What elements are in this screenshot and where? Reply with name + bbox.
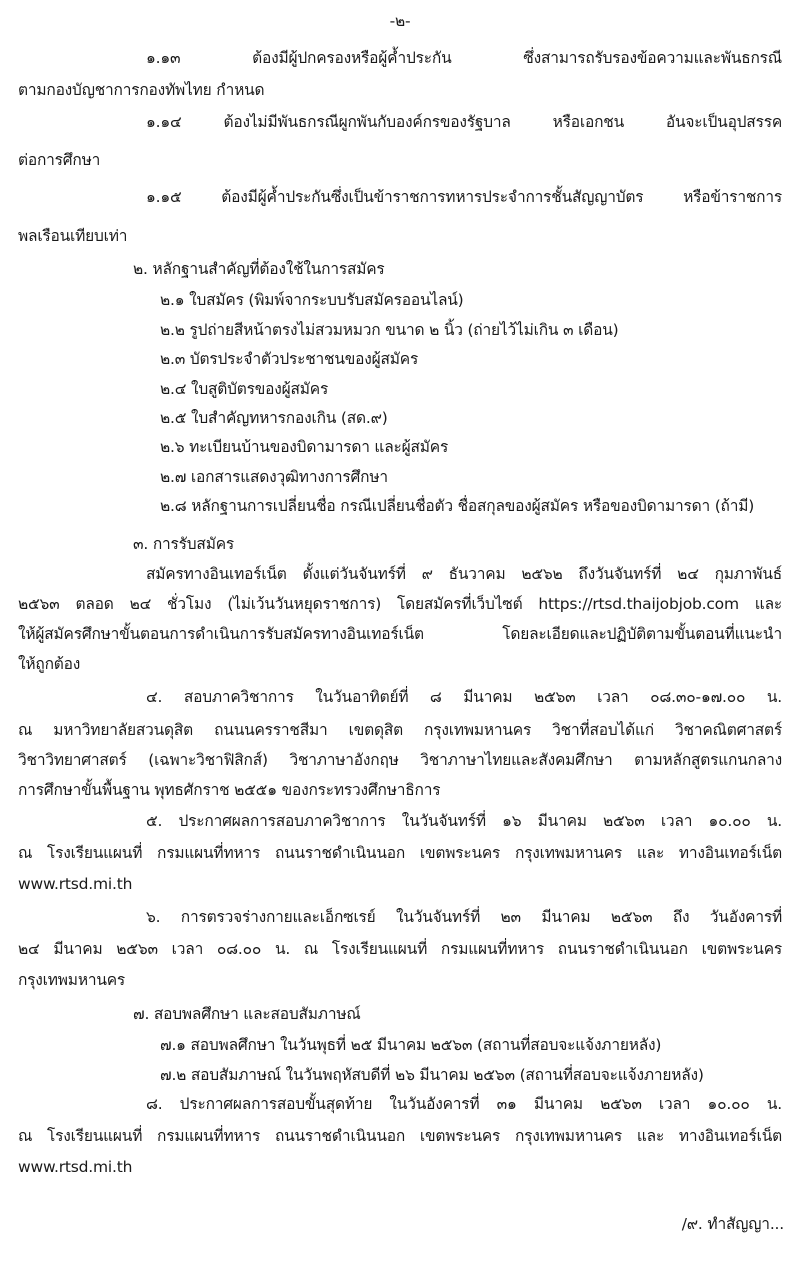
item-1-14-line-1: ๑.๑๔ ต้องไม่มีพันธกรณีผูกพันกับองค์กรของรัฐบาล หรือเอกชน อันจะเป็นอุปสรรค [146,113,782,131]
item-1-13-line-2: ตามกองบัญชาการกองทัพไทย กำหนด [18,81,265,99]
section-2-item-3: ๒.๓ บัตรประจำตัวประชาชนของผู้สมัคร [160,350,419,368]
section-4-line-3: วิชาวิทยาศาสตร์ (เฉพาะวิชาฟิสิกส์) วิชาภาษาอังกฤษ วิชาภาษาไทยและสังคมศึกษา ตามหลักสูตรแกนกลาง [18,751,782,769]
section-7-item-2: ๗.๒ สอบสัมภาษณ์ ในวันพฤหัสบดีที่ ๒๖ มีนาคม ๒๕๖๓ (สถานที่สอบจะแจ้งภายหลัง) [160,1066,704,1084]
item-1-15-line-2: พลเรือนเทียบเท่า [18,227,128,245]
section-3-line-3: ให้ผู้สมัครศึกษาขั้นตอนการดำเนินการรับสมัครทางอินเทอร์เน็ต โดยละเอียดและปฏิบัติตามขั้นตอนที่แนะนำ [18,625,782,643]
item-1-13-line-1: ๑.๑๓ ต้องมีผู้ปกครองหรือผู้ค้ำประกัน ซึ่งสามารถรับรองข้อความและพันธกรณี [146,49,782,67]
section-2-item-8: ๒.๘ หลักฐานการเปลี่ยนชื่อ กรณีเปลี่ยนชื่อตัว ชื่อสกุลของผู้สมัคร หรือของบิดามารดา (ถ้ามี) [160,497,755,515]
section-2-item-6: ๒.๖ ทะเบียนบ้านของบิดามารดา และผู้สมัคร [160,438,449,456]
section-5-link[interactable]: www.rtsd.mi.th [18,875,133,893]
section-3-heading: ๓. การรับสมัคร [133,535,234,553]
section-8-link[interactable]: www.rtsd.mi.th [18,1158,133,1176]
item-1-15-line-1: ๑.๑๕ ต้องมีผู้ค้ำประกันซึ่งเป็นข้าราชการทหารประจำการชั้นสัญญาบัตร หรือข้าราชการ [146,188,782,206]
section-6-line-3: กรุงเทพมหานคร [18,971,126,989]
section-3-line-1: สมัครทางอินเทอร์เน็ต ตั้งแต่วันจันทร์ที่ ๙ ธันวาคม ๒๕๖๒ ถึงวันจันทร์ที่ ๒๔ กุมภาพันธ์ [146,565,782,583]
continuation-note: /๙. ทำสัญญา... [681,1215,784,1233]
item-1-14-line-2: ต่อการศึกษา [18,151,101,169]
section-4-line-1: ๔. สอบภาควิชาการ ในวันอาทิตย์ที่ ๘ มีนาคม ๒๕๖๓ เวลา ๐๘.๓๐-๑๗.๐๐ น. [146,688,782,706]
section-7-item-1: ๗.๑ สอบพลศึกษา ในวันพุธที่ ๒๕ มีนาคม ๒๕๖๓ (สถานที่สอบจะแจ้งภายหลัง) [160,1036,662,1054]
section-2-item-5: ๒.๕ ใบสำคัญทหารกองเกิน (สด.๙) [160,409,388,427]
section-4-line-4: การศึกษาขั้นพื้นฐาน พุทธศักราช ๒๕๕๑ ของกระทรวงศึกษาธิการ [18,781,441,799]
section-7-heading: ๗. สอบพลศึกษา และสอบสัมภาษณ์ [133,1005,361,1023]
section-8-line-1: ๘. ประกาศผลการสอบขั้นสุดท้าย ในวันอังคารที่ ๓๑ มีนาคม ๒๕๖๓ เวลา ๑๐.๐๐ น. [146,1095,782,1113]
section-2-item-7: ๒.๗ เอกสารแสดงวุฒิทางการศึกษา [160,468,388,486]
section-5-line-1: ๕. ประกาศผลการสอบภาควิชาการ ในวันจันทร์ที่ ๑๖ มีนาคม ๒๕๖๓ เวลา ๑๐.๐๐ น. [146,812,782,830]
section-8-line-2: ณ โรงเรียนแผนที่ กรมแผนที่ทหาร ถนนราชดำเนินนอก เขตพระนคร กรุงเทพมหานคร และ ทางอินเทอร์เน็ต [18,1127,782,1145]
section-3-line-2[interactable]: ๒๕๖๓ ตลอด ๒๔ ชั่วโมง (ไม่เว้นวันหยุดราชการ) โดยสมัครที่เว็บไซต์ https://rtsd.thaijobjob.com และ [18,595,782,613]
section-2-heading: ๒. หลักฐานสำคัญที่ต้องใช้ในการสมัคร [133,260,385,278]
section-4-line-2: ณ มหาวิทยาลัยสวนดุสิต ถนนนครราชสีมา เขตดุสิต กรุงเทพมหานคร วิชาที่สอบได้แก่ วิชาคณิตศาสตร์ [18,721,782,739]
section-6-line-2: ๒๔ มีนาคม ๒๕๖๓ เวลา ๐๘.๐๐ น. ณ โรงเรียนแผนที่ กรมแผนที่ทหาร ถนนราชดำเนินนอก เขตพระนคร [18,940,782,958]
section-2-item-1: ๒.๑ ใบสมัคร (พิมพ์จากระบบรับสมัครออนไลน์) [160,291,464,309]
section-2-item-2: ๒.๒ รูปถ่ายสีหน้าตรงไม่สวมหมวก ขนาด ๒ นิ้ว (ถ่ายไว้ไม่เกิน ๓ เดือน) [160,321,619,339]
section-2-item-4: ๒.๔ ใบสูติบัตรของผู้สมัคร [160,380,329,398]
section-6-line-1: ๖. การตรวจร่างกายและเอ็กซเรย์ ในวันจันทร์ที่ ๒๓ มีนาคม ๒๕๖๓ ถึง วันอังคารที่ [146,908,782,926]
section-5-line-2: ณ โรงเรียนแผนที่ กรมแผนที่ทหาร ถนนราชดำเนินนอก เขตพระนคร กรุงเทพมหานคร และ ทางอินเทอร์เน็ต [18,844,782,862]
page-number: -๒- [389,12,411,30]
section-3-line-4: ให้ถูกต้อง [18,655,81,673]
